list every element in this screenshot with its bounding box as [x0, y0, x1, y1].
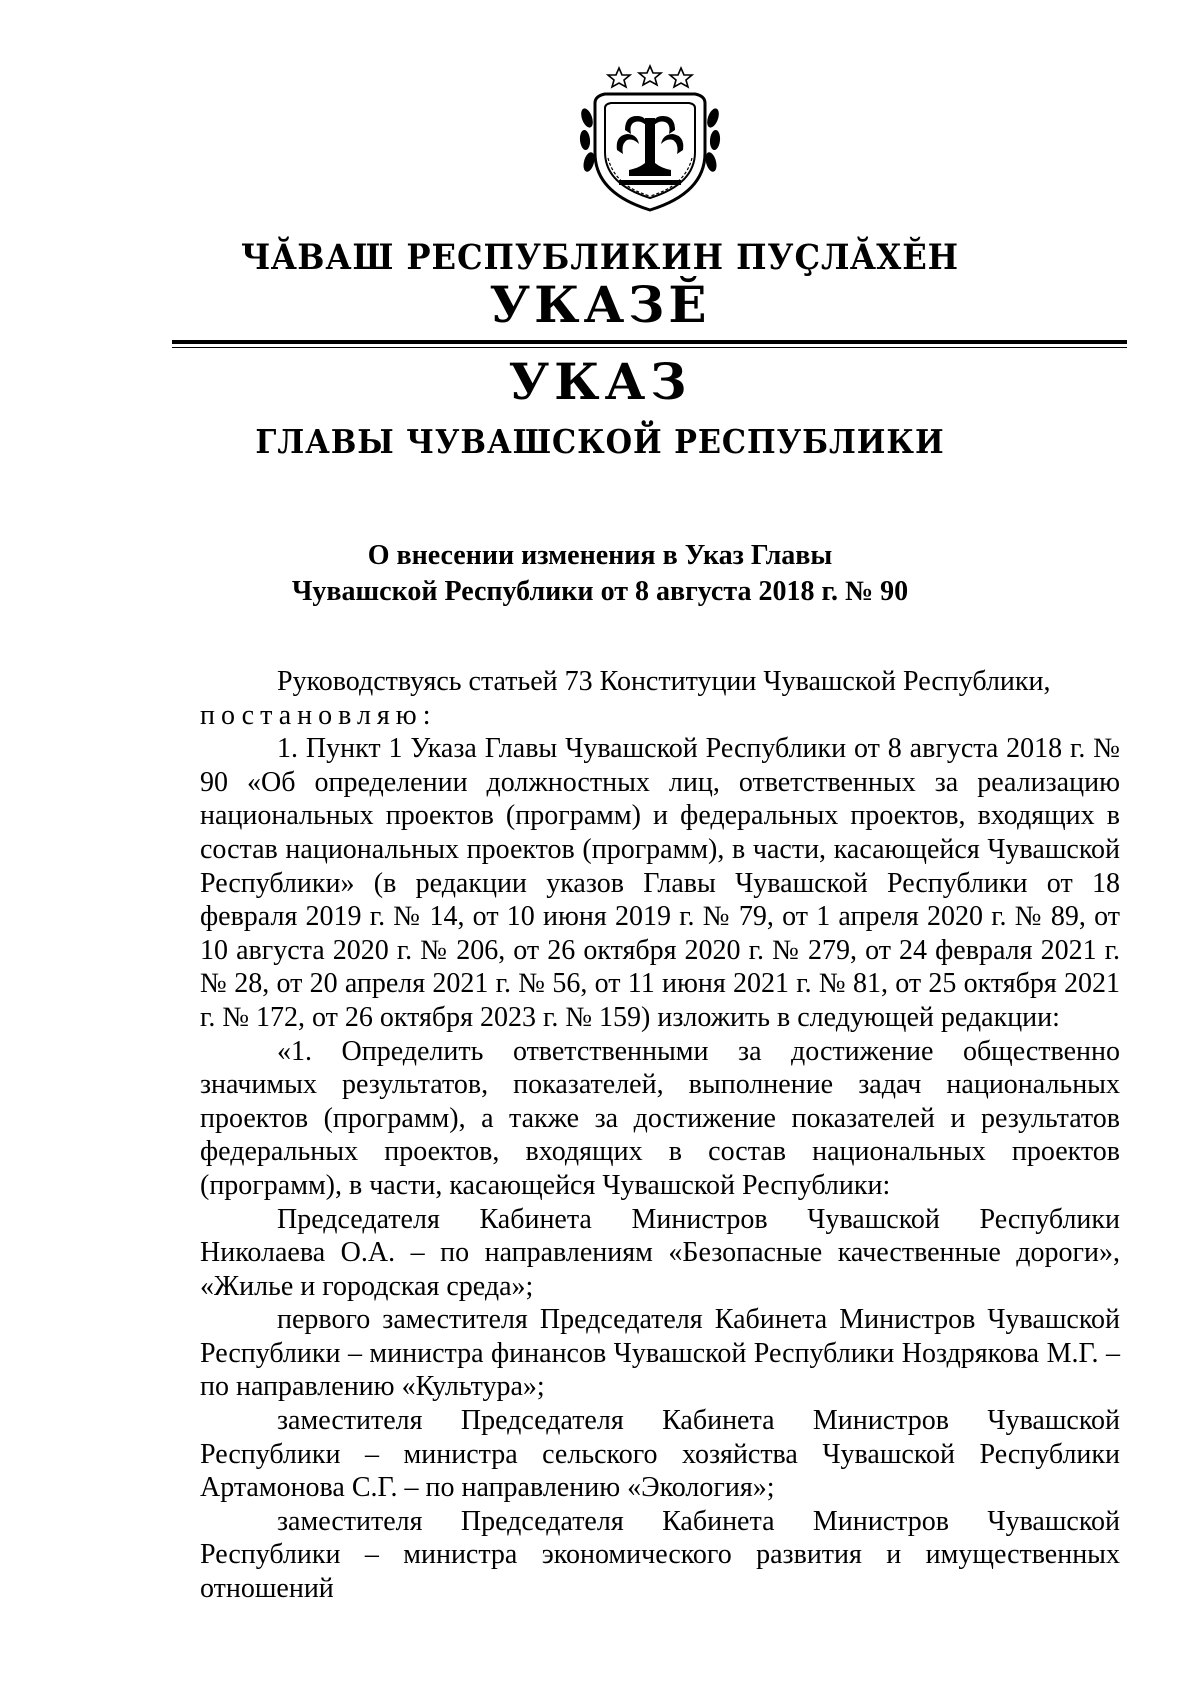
decree-title-line1: О внесении изменения в Указ Главы [367, 540, 833, 571]
header-chuvash-line2: УКАЗĔ [489, 275, 711, 334]
header-russian-line2: ГЛАВЫ ЧУВАШСКОЙ РЕСПУБЛИКИ [255, 422, 945, 461]
body-paragraph-5: заместителя Председателя Кабинета Министров Чувашской Республики – министра сельского хозяйства Чувашской Республики Артамонова С.Г. – по направлению «Экология»; [200, 1405, 1120, 1504]
decree-word: постановляю: [200, 699, 437, 731]
header-chuvash-line1: ЧĂВАШ РЕСПУБЛИКИН ПУÇЛĂХĔН [240, 237, 960, 278]
header-divider-thin [172, 347, 1127, 348]
body-paragraph-2: «1. Определить ответственными за достижение общественно значимых результатов, показателей, выполнение задач национальных проектов (программ), а также за достижение показателей и результатов федеральных проектов, входящих в состав национальных проектов (программ), в части, касающейся Чувашской Республики: [200, 1035, 1120, 1201]
header-divider-thick [172, 340, 1127, 344]
decree-body [200, 665, 1120, 1606]
body-paragraph-4: первого заместителя Председателя Кабинета Министров Чувашской Республики – министра финансов Чувашской Республики Ноздрякова М.Г. – по направлению «Культура»; [200, 1304, 1120, 1403]
body-paragraph-1: 1. Пункт 1 Указа Главы Чувашской Республики от 8 августа 2018 г. № 90 «Об определении должностных лиц, ответственных за реализацию национальных проектов (программ) и федеральных проектов, входящих в состав национальных проектов (программ), в части, касающейся Чувашской Республики» (в редакции указов Главы Чувашской Республики от 18 февраля 2019 г. № 14, от 10 июня 2019 г. № 79, от 1 апреля 2020 г. № 89, от 10 августа 2020 г. № 206, от 26 октября 2020 г. № 279, от 24 февраля 2021 г. № 28, от 20 апреля 2021 г. № 56, от 11 июня 2021 г. № 81, от 25 октября 2021 г. № 172, от 26 октября 2023 г. № 159) изложить в следующей редакции: [200, 733, 1120, 1033]
coat-of-arms-icon [575, 58, 725, 218]
decree-title-line2: Чувашской Республики от 8 августа 2018 г. № 90 [291, 576, 909, 607]
decree-title [0, 538, 1200, 610]
body-paragraph-6: заместителя Председателя Кабинета Министров Чувашской Республики – министра экономического развития и имущественных отношений [200, 1505, 1120, 1605]
body-paragraph-3: Председателя Кабинета Министров Чувашской Республики Николаева О.А. – по направлениям «Безопасные качественные дороги», «Жилье и городская среда»; [200, 1203, 1120, 1302]
preamble-paragraph: Руководствуясь статьей 73 Конституции Чувашской Республики, [277, 666, 1051, 697]
header-russian-line1: УКАЗ [508, 352, 692, 411]
